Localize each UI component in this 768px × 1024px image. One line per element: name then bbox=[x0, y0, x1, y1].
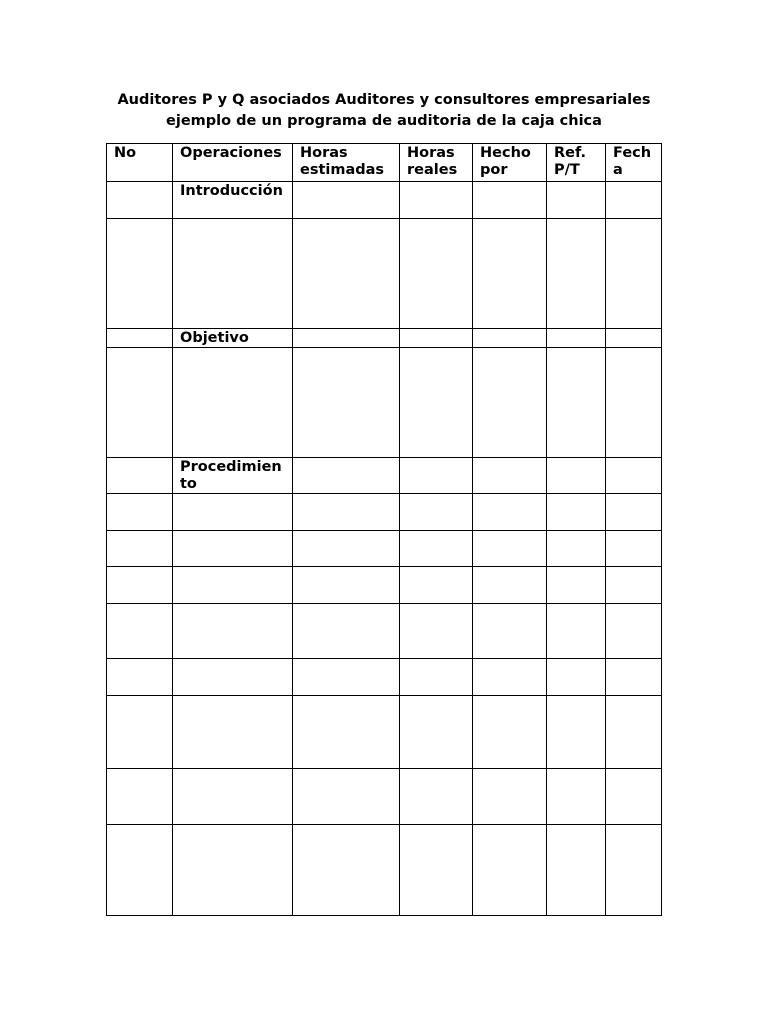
table-cell bbox=[107, 182, 173, 219]
table-row bbox=[107, 531, 662, 567]
table-cell bbox=[293, 825, 400, 916]
table-cell bbox=[293, 659, 400, 696]
table-cell bbox=[473, 219, 547, 329]
table-cell bbox=[173, 604, 293, 659]
table-row bbox=[107, 825, 662, 916]
table-cell bbox=[473, 182, 547, 219]
table-cell bbox=[107, 348, 173, 458]
table-cell bbox=[547, 531, 606, 567]
table-cell bbox=[473, 494, 547, 531]
table-cell bbox=[473, 769, 547, 825]
table-row-objetivo bbox=[107, 329, 662, 348]
table-cell bbox=[293, 531, 400, 567]
table-cell bbox=[606, 825, 662, 916]
table-cell bbox=[400, 659, 473, 696]
table-cell bbox=[606, 531, 662, 567]
document-title bbox=[0, 90, 768, 132]
table-cell bbox=[547, 494, 606, 531]
table-cell bbox=[400, 696, 473, 769]
table-row-procedimiento bbox=[107, 458, 662, 494]
audit-program-table bbox=[106, 143, 662, 916]
table-cell bbox=[293, 696, 400, 769]
header-operaciones: Operaciones bbox=[173, 144, 293, 182]
table-cell bbox=[293, 348, 400, 458]
header-horas-reales: Horas reales bbox=[400, 144, 473, 182]
header-ref-pt: Ref. P/T bbox=[547, 144, 606, 182]
table-row bbox=[107, 659, 662, 696]
table-cell bbox=[173, 219, 293, 329]
table-cell bbox=[400, 219, 473, 329]
table-cell bbox=[400, 769, 473, 825]
table-cell bbox=[107, 219, 173, 329]
table-cell bbox=[606, 659, 662, 696]
table-cell bbox=[293, 604, 400, 659]
table-cell bbox=[173, 348, 293, 458]
table-cell bbox=[547, 825, 606, 916]
table-row bbox=[107, 696, 662, 769]
table-cell bbox=[107, 567, 173, 604]
table-cell bbox=[547, 604, 606, 659]
table-row bbox=[107, 604, 662, 659]
table-cell bbox=[400, 348, 473, 458]
table-cell bbox=[473, 659, 547, 696]
table-cell bbox=[293, 458, 400, 494]
table-cell bbox=[173, 825, 293, 916]
table-cell bbox=[400, 494, 473, 531]
table-header-row bbox=[107, 144, 662, 182]
table-cell bbox=[473, 531, 547, 567]
table-cell bbox=[293, 494, 400, 531]
table-cell bbox=[606, 494, 662, 531]
table-cell bbox=[606, 458, 662, 494]
table-cell bbox=[606, 219, 662, 329]
table-row-introduccion bbox=[107, 182, 662, 219]
header-hecho-por: Hecho por bbox=[473, 144, 547, 182]
table-cell bbox=[400, 182, 473, 219]
table-cell bbox=[173, 659, 293, 696]
table-cell bbox=[107, 604, 173, 659]
table-cell bbox=[293, 769, 400, 825]
table-cell bbox=[473, 696, 547, 769]
section-objetivo: Objetivo bbox=[173, 329, 293, 348]
table-row bbox=[107, 769, 662, 825]
title-line-2: ejemplo de un programa de auditoria de la caja chica bbox=[166, 113, 602, 129]
table-cell bbox=[107, 769, 173, 825]
header-horas-estimadas: Horas estimadas bbox=[293, 144, 400, 182]
title-line-1: Auditores P y Q asociados Auditores y consultores empresariales bbox=[117, 92, 651, 108]
table-cell bbox=[107, 825, 173, 916]
table-cell bbox=[107, 531, 173, 567]
table-cell bbox=[473, 825, 547, 916]
table-cell bbox=[293, 219, 400, 329]
table-cell bbox=[400, 604, 473, 659]
table-cell bbox=[606, 348, 662, 458]
table-cell bbox=[606, 604, 662, 659]
table-row bbox=[107, 219, 662, 329]
table-cell bbox=[547, 769, 606, 825]
table-cell bbox=[400, 825, 473, 916]
table-cell bbox=[547, 329, 606, 348]
table-cell bbox=[400, 531, 473, 567]
table-row bbox=[107, 567, 662, 604]
table-cell bbox=[107, 329, 173, 348]
table-cell bbox=[473, 567, 547, 604]
table-cell bbox=[173, 494, 293, 531]
table-cell bbox=[400, 567, 473, 604]
table-cell bbox=[547, 458, 606, 494]
section-introduccion: Introducción bbox=[173, 182, 293, 219]
table-cell bbox=[473, 604, 547, 659]
table-cell bbox=[400, 458, 473, 494]
table-row bbox=[107, 494, 662, 531]
table-row bbox=[107, 348, 662, 458]
table-cell bbox=[173, 769, 293, 825]
table-cell bbox=[547, 696, 606, 769]
header-no: No bbox=[107, 144, 173, 182]
table-cell bbox=[547, 219, 606, 329]
table-cell bbox=[107, 659, 173, 696]
table-cell bbox=[173, 531, 293, 567]
table-cell bbox=[293, 182, 400, 219]
table-cell bbox=[547, 659, 606, 696]
table-cell bbox=[606, 769, 662, 825]
table-cell bbox=[293, 329, 400, 348]
table-cell bbox=[547, 567, 606, 604]
table-cell bbox=[606, 182, 662, 219]
header-fecha: Fecha bbox=[606, 144, 662, 182]
table-cell bbox=[473, 458, 547, 494]
table-cell bbox=[173, 567, 293, 604]
table-cell bbox=[606, 696, 662, 769]
table-cell bbox=[400, 329, 473, 348]
table-cell bbox=[107, 696, 173, 769]
table-cell bbox=[606, 567, 662, 604]
table-cell bbox=[473, 348, 547, 458]
section-procedimiento: Procedimiento bbox=[173, 458, 293, 494]
table-cell bbox=[107, 458, 173, 494]
table-cell bbox=[473, 329, 547, 348]
table-cell bbox=[547, 348, 606, 458]
table-cell bbox=[606, 329, 662, 348]
table-cell bbox=[547, 182, 606, 219]
table-cell bbox=[293, 567, 400, 604]
table-cell bbox=[173, 696, 293, 769]
table-cell bbox=[107, 494, 173, 531]
